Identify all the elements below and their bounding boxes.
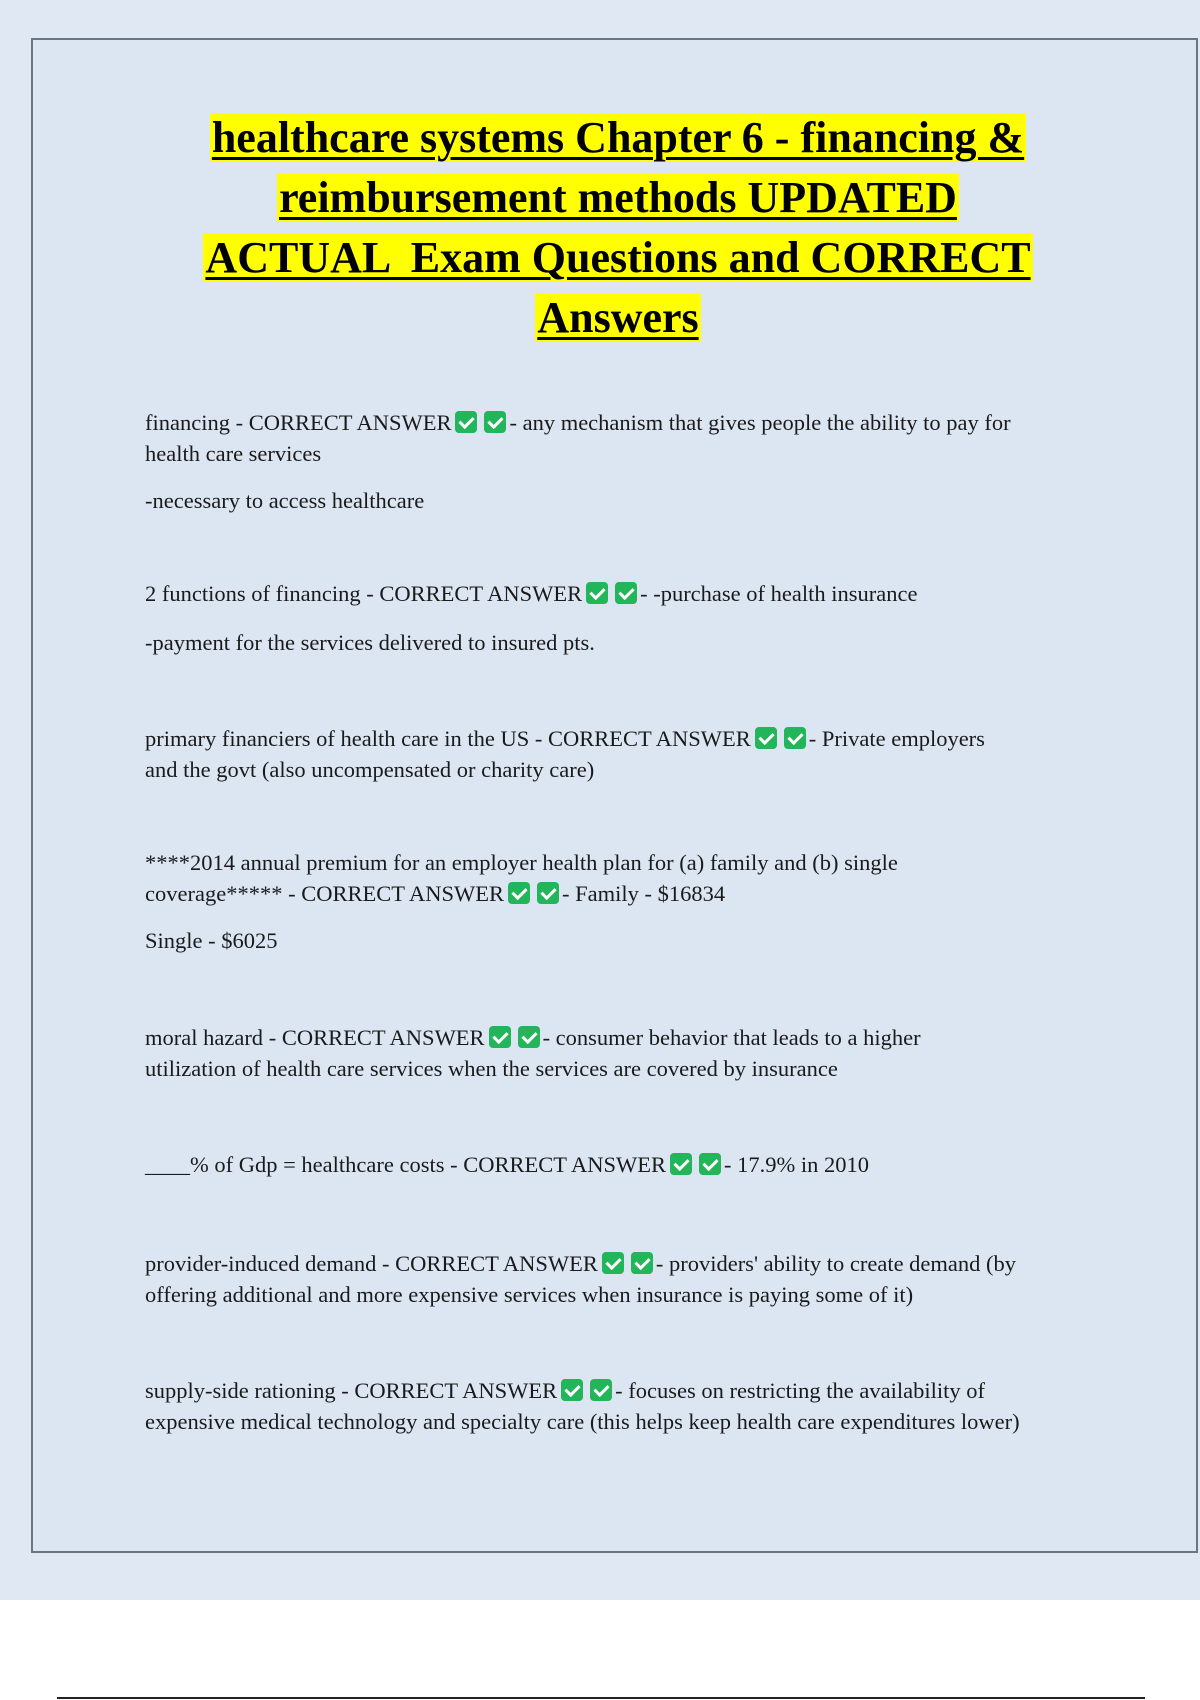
title-line-3: ACTUAL Exam Questions and CORRECT [205,233,1031,282]
green-checkmark-icon [602,1252,624,1274]
entry-answer-cont: offering additional and more expensive services when insurance is paying some of it) [145,1282,914,1307]
green-checkmark-icon [590,1379,612,1401]
entry-note: -payment for the services delivered to insured pts. [145,630,595,655]
qa-entry-primary-financiers: primary financiers of health care in the US - CORRECT ANSWER - Private employers and the govt (also uncompensated or charity care) [145,723,1090,785]
page-divider [57,1697,1145,1699]
green-checkmark-icon [631,1252,653,1274]
entry-answer: - consumer behavior that leads to a higher [542,1025,921,1050]
qa-entry-moral-hazard: moral hazard - CORRECT ANSWER - consumer behavior that leads to a higher utilization of health care services when the services are covered by insurance [145,1022,1090,1084]
green-checkmark-icon [508,882,530,904]
correct-answer-label: CORRECT ANSWER [395,1251,598,1276]
green-checkmark-icon [489,1026,511,1048]
green-checkmark-icon [670,1153,692,1175]
title-line-1: healthcare systems Chapter 6 - financing & [211,113,1025,162]
correct-answer-label: CORRECT ANSWER [354,1378,558,1403]
entry-note: -necessary to access healthcare [145,488,425,513]
entry-answer: - any mechanism that gives people the ability to pay for [509,410,1011,435]
green-checkmark-icon [755,727,777,749]
document-title [0,108,1200,348]
entry-term: provider-induced demand [145,1251,377,1276]
entry-answer: - Private employers [808,726,985,751]
entry-answer-cont: and the govt (also uncompensated or charity care) [145,757,595,782]
entry-answer-cont: health care services [145,441,322,466]
title-line-2: reimbursement methods UPDATED [279,173,957,222]
entry-note: Single - $6025 [145,928,278,953]
green-checkmark-icon [537,882,559,904]
entry-answer: - 17.9% in 2010 [723,1152,869,1177]
green-checkmark-icon [699,1153,721,1175]
correct-answer-label: CORRECT ANSWER [281,1025,485,1050]
green-checkmark-icon [484,411,506,433]
entry-answer-cont: utilization of health care services when the services are covered by insurance [145,1056,838,1081]
entry-term-line: ****2014 annual premium for an employer health plan for (a) family and (b) single [145,850,898,875]
green-checkmark-icon [784,727,806,749]
green-checkmark-icon [615,582,637,604]
qa-entry-provider-induced-demand: provider-induced demand - CORRECT ANSWER - providers' ability to create demand (by offering additional and more expensive services when insurance is paying some of it) [145,1248,1090,1310]
correct-answer-label: CORRECT ANSWER [301,881,504,906]
entry-term: primary financiers of health care in the US [145,726,530,751]
green-checkmark-icon [586,582,608,604]
entry-term: financing [145,410,230,435]
qa-entry-gdp: ____% of Gdp = healthcare costs - CORRECT ANSWER - 17.9% in 2010 [145,1152,869,1177]
entry-answer: - providers' ability to create demand (by [655,1251,1017,1276]
green-checkmark-icon [518,1026,540,1048]
entry-answer: - focuses on restricting the availability of [615,1378,985,1403]
entry-answer: - -purchase of health insurance [640,581,918,606]
green-checkmark-icon [455,411,477,433]
qa-entry-financing: financing - CORRECT ANSWER - any mechanism that gives people the ability to pay for health care services -necessary to access healthcare [145,407,1090,516]
correct-answer-label: CORRECT ANSWER [379,581,583,606]
entry-term: supply-side rationing [145,1378,336,1403]
qa-entry-annual-premium: ****2014 annual premium for an employer health plan for (a) family and (b) single coverage***** - CORRECT ANSWER - Family - $16834 Single - $6025 [145,847,1090,956]
entry-answer: - Family - $16834 [561,881,726,906]
entry-answer-cont: expensive medical technology and specialty care (this helps keep health care expenditures lower) [145,1409,1020,1434]
correct-answer-label: CORRECT ANSWER [547,726,751,751]
correct-answer-label: CORRECT ANSWER [463,1152,666,1177]
entry-term: 2 functions of financing [145,581,361,606]
entry-term: coverage***** [145,881,283,906]
entry-term: ____% of Gdp = healthcare costs [145,1152,445,1177]
title-line-4: Answers [537,293,699,342]
correct-answer-label: CORRECT ANSWER [248,410,452,435]
qa-entry-supply-side-rationing: supply-side rationing - CORRECT ANSWER - focuses on restricting the availability of expensive medical technology and specialty care (this helps keep health care expenditures lower) [145,1375,1090,1437]
qa-entry-functions-of-financing: 2 functions of financing - CORRECT ANSWER - -purchase of health insurance -payment for the services delivered to insured pts. [145,578,1090,658]
entry-term: moral hazard [145,1025,264,1050]
green-checkmark-icon [561,1379,583,1401]
